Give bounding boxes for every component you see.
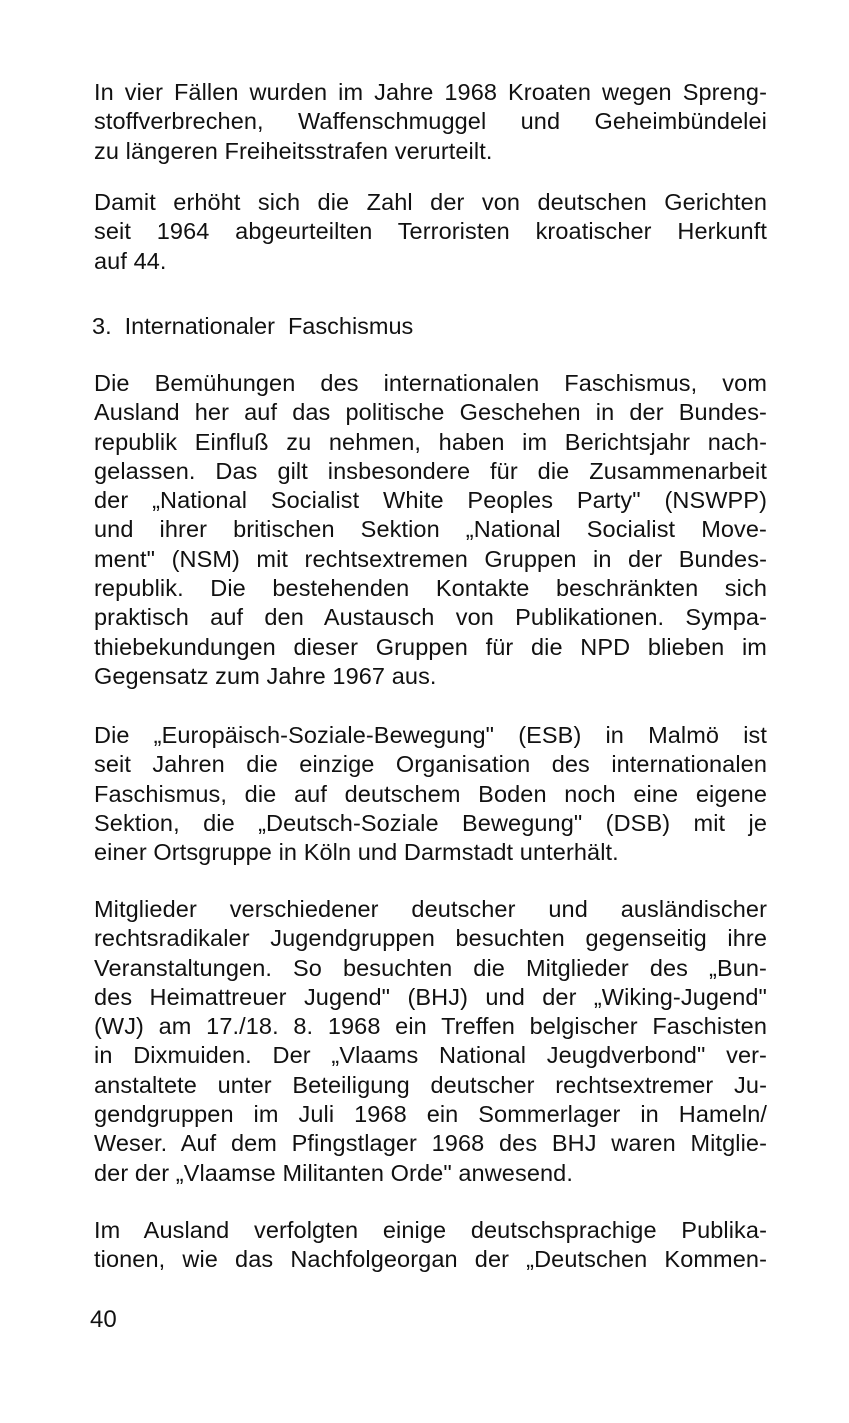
- text-line: stoffverbrechen, Waffenschmuggel und Geheimbündelei: [94, 108, 767, 135]
- text-line: Damit erhöht sich die Zahl der von deutschen Gerichten: [94, 189, 767, 215]
- text-line: Mitglieder verschiedener deutscher und ausländischer: [94, 896, 767, 922]
- text-line: des Heimattreuer Jugend" (BHJ) und der „Wiking-Jugend": [94, 983, 767, 1010]
- paragraph-croatian-convictions: [94, 78, 767, 166]
- text-line: Die „Europäisch-Soziale-Bewegung" (ESB) in Malmö ist: [94, 722, 767, 748]
- text-line: Gegensatz zum Jahre 1967 aus.: [94, 662, 437, 689]
- text-line: gelassen. Das gilt insbesondere für die Zusammenarbeit: [94, 457, 767, 484]
- paragraph-youth-groups: [94, 895, 767, 1188]
- text-line: seit Jahren die einzige Organisation des internationalen: [94, 751, 767, 778]
- text-line: seit 1964 abgeurteilten Terroristen kroatischer Herkunft: [94, 218, 767, 245]
- text-line: Weser. Auf dem Pfingstlager 1968 des BHJ waren Mitglie-: [94, 1130, 767, 1157]
- text-line: der „National Socialist White Peoples Party" (NSWPP): [94, 487, 767, 514]
- text-line: Veranstaltungen. So besuchten die Mitglieder des „Bun-: [94, 954, 767, 981]
- paragraph-esb-malmo: [94, 721, 767, 867]
- text-line: Die Bemühungen des internationalen Faschismus, vom: [94, 370, 767, 396]
- text-line: republik. Die bestehenden Kontakte beschränkten sich: [94, 575, 767, 602]
- text-line: einer Ortsgruppe in Köln und Darmstadt unterhält.: [94, 839, 619, 866]
- text-line: Ausland her auf das politische Geschehen in der Bundes-: [94, 399, 767, 426]
- text-line: tionen, wie das Nachfolgeorgan der „Deutschen Kommen-: [94, 1246, 767, 1273]
- text-line: Sektion, die „Deutsch-Soziale Bewegung" (DSB) mit je: [94, 809, 767, 836]
- paragraph-terrorist-count: [94, 188, 767, 276]
- text-line: Im Ausland verfolgten einige deutschsprachige Publika-: [94, 1217, 767, 1243]
- section-heading: 3. Internationaler Faschismus: [92, 313, 414, 339]
- text-line: in Dixmuiden. Der „Vlaams National Jeugdverbond" ver-: [94, 1042, 767, 1069]
- text-line: und ihrer britischen Sektion „National Socialist Move-: [94, 516, 767, 543]
- paragraph-publications: [94, 1216, 767, 1275]
- page-number: 40: [90, 1306, 117, 1333]
- text-line: thiebekundungen dieser Gruppen für die NPD blieben im: [94, 633, 767, 660]
- text-line: zu längeren Freiheitsstrafen verurteilt.: [94, 137, 493, 164]
- text-line: (WJ) am 17./18. 8. 1968 ein Treffen belgischer Faschisten: [94, 1013, 767, 1040]
- text-line: In vier Fällen wurden im Jahre 1968 Kroaten wegen Spreng-: [94, 79, 767, 105]
- text-line: Faschismus, die auf deutschem Boden noch eine eigene: [94, 780, 767, 807]
- text-line: anstaltete unter Beteiligung deutscher rechtsextremer Ju-: [94, 1071, 767, 1098]
- text-line: auf 44.: [94, 247, 167, 274]
- text-line: ment" (NSM) mit rechtsextremen Gruppen in der Bundes-: [94, 545, 767, 572]
- text-line: praktisch auf den Austausch von Publikationen. Sympa-: [94, 604, 767, 631]
- text-line: republik Einfluß zu nehmen, haben im Berichtsjahr nach-: [94, 428, 767, 455]
- text-line: rechtsradikaler Jugendgruppen besuchten gegenseitig ihre: [94, 925, 767, 952]
- paragraph-international-fascism: [94, 369, 767, 691]
- text-line: gendgruppen im Juli 1968 ein Sommerlager in Hameln/: [94, 1101, 767, 1128]
- text-line: der der „Vlaamse Militanten Orde" anwesend.: [94, 1159, 573, 1186]
